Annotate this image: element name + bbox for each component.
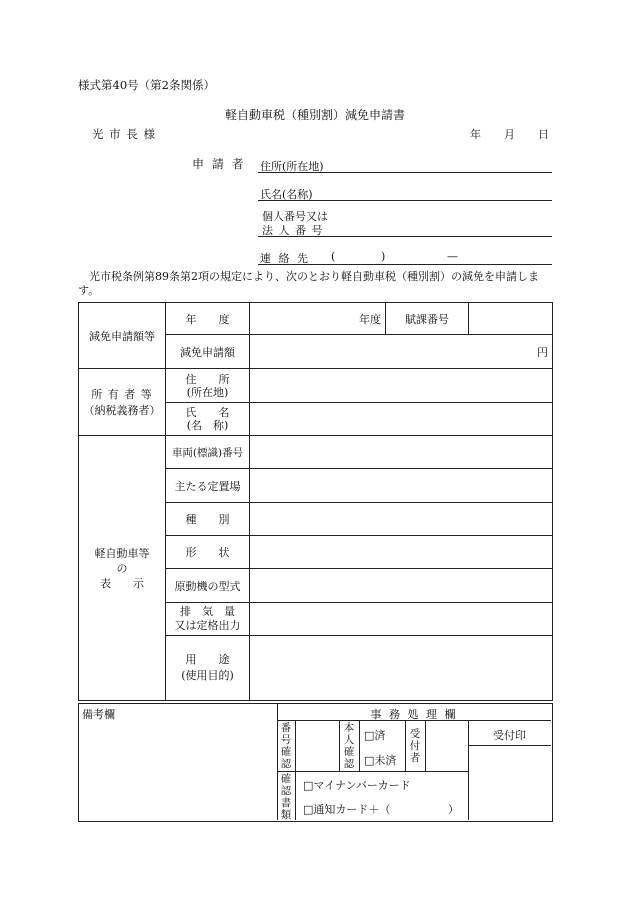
receiver-box[interactable]: [426, 721, 467, 770]
tax-number-label: 賦課番号: [386, 303, 469, 335]
owner-address-label-1: 住 所: [185, 372, 230, 386]
vehicle-shape-label: 形 状: [166, 536, 250, 569]
identity-check-label: 本人確認: [343, 722, 355, 770]
vehicle-number-label: 車両(標識)番号: [166, 436, 250, 469]
engine-model-cell[interactable]: [250, 569, 553, 603]
office-title: 事 務 処 理 欄: [370, 708, 458, 721]
contact-line[interactable]: [258, 264, 552, 265]
grid-v4: [405, 720, 406, 771]
fiscal-year-unit: 年度: [359, 312, 381, 326]
vehicle-shape-cell[interactable]: [250, 536, 553, 569]
doc-check-label: 確認書類: [280, 773, 292, 821]
contact-open-paren: (: [331, 250, 336, 263]
stamp-area[interactable]: [469, 746, 551, 819]
number-check-box[interactable]: [296, 721, 338, 770]
section-vehicle-line3: 表 示: [100, 576, 144, 590]
contact-dash: —: [447, 250, 458, 263]
fiscal-year-label: 年 度: [166, 303, 250, 335]
engine-model-label: 原動機の型式: [166, 569, 250, 603]
stamp-label: 受付印: [493, 729, 526, 742]
amount-cell[interactable]: [250, 335, 553, 369]
fiscal-year-cell[interactable]: [250, 303, 386, 335]
displacement-label-1: 排 気 量: [180, 605, 235, 618]
address-line[interactable]: [258, 172, 552, 173]
date-year: 年: [470, 128, 481, 141]
application-table: [78, 302, 553, 701]
storage-place-label: 主たる定置場: [166, 469, 250, 503]
owner-address-label-2: (所在地): [186, 385, 229, 399]
usage-cell[interactable]: [250, 636, 553, 701]
section-vehicle-label: [79, 436, 166, 701]
notice-card-checkbox[interactable]: □通知カード＋（: [303, 803, 391, 816]
addressee: 光 市 長 様: [92, 127, 156, 141]
id-number-line[interactable]: [258, 236, 552, 237]
name-line[interactable]: [258, 200, 552, 201]
number-check-label: 番号確認: [280, 722, 292, 770]
amount-label: 減免申請額: [166, 335, 250, 369]
statement: 光市税条例第89条第2項の規定により、次のとおり軽自動車税（種別割）の減免を申請します。: [78, 270, 539, 297]
owner-name-label-2: (名 称): [186, 419, 229, 432]
vehicle-number-cell[interactable]: [250, 436, 553, 469]
date-month: 月: [504, 128, 515, 141]
amount-unit: 円: [537, 345, 548, 359]
grid-v3: [359, 720, 360, 771]
section-owner-line1: 所 有 者 等: [91, 388, 153, 401]
usage-label-2: (使用目的): [181, 669, 234, 682]
usage-label: [166, 636, 250, 701]
section-owner-line2: （納税義務者）: [83, 404, 161, 417]
applicant-id-label-1: 個人番号又は: [262, 210, 328, 223]
vehicle-type-cell[interactable]: [250, 503, 553, 536]
section-vehicle-line1: 軽自動車等: [94, 546, 150, 560]
form-title: 軽自動車税（種別割）減免申請書: [224, 108, 405, 122]
applicant-id-label-2: 法 人 番 号: [262, 224, 324, 237]
checkbox-not-done[interactable]: □未済: [364, 754, 397, 767]
section-vehicle-line2: の: [116, 561, 128, 575]
grid-h1: [277, 771, 468, 772]
owner-name-label-1: 氏 名: [185, 406, 230, 419]
grid-v2: [339, 720, 340, 771]
section-reduction-label: 減免申請額等: [79, 303, 166, 369]
usage-label-1: 用 途: [185, 653, 230, 666]
receiver-label: 受付者: [409, 728, 421, 764]
owner-address-label: [166, 369, 250, 403]
checkbox-done[interactable]: □済: [364, 729, 386, 742]
remarks-area[interactable]: [79, 722, 276, 819]
owner-name-label: [166, 403, 250, 436]
applicant-label: 申 請 者: [192, 157, 246, 171]
form-number: 様式第40号（第2条関係）: [78, 78, 215, 92]
section-owner-label: [79, 369, 166, 436]
contact-label: 連 絡 先: [260, 252, 310, 265]
tax-number-cell[interactable]: [469, 303, 553, 335]
date-day: 日: [538, 128, 549, 141]
owner-address-cell[interactable]: [250, 369, 553, 403]
storage-place-cell[interactable]: [250, 469, 553, 503]
displacement-cell[interactable]: [250, 603, 553, 636]
contact-close-paren: ): [381, 250, 386, 263]
applicant-name-label: 氏名(名称): [260, 188, 313, 201]
mynumber-card-checkbox[interactable]: □マイナンバーカード: [303, 779, 411, 792]
notice-card-close: ）: [448, 803, 459, 816]
displacement-label-2: 又は定格出力: [174, 619, 241, 632]
remarks-label: 備考欄: [82, 708, 115, 721]
displacement-label: [166, 603, 250, 636]
vehicle-type-label: 種 別: [166, 503, 250, 536]
applicant-address-label: 住所(所在地): [260, 160, 324, 173]
owner-name-cell[interactable]: [250, 403, 553, 436]
